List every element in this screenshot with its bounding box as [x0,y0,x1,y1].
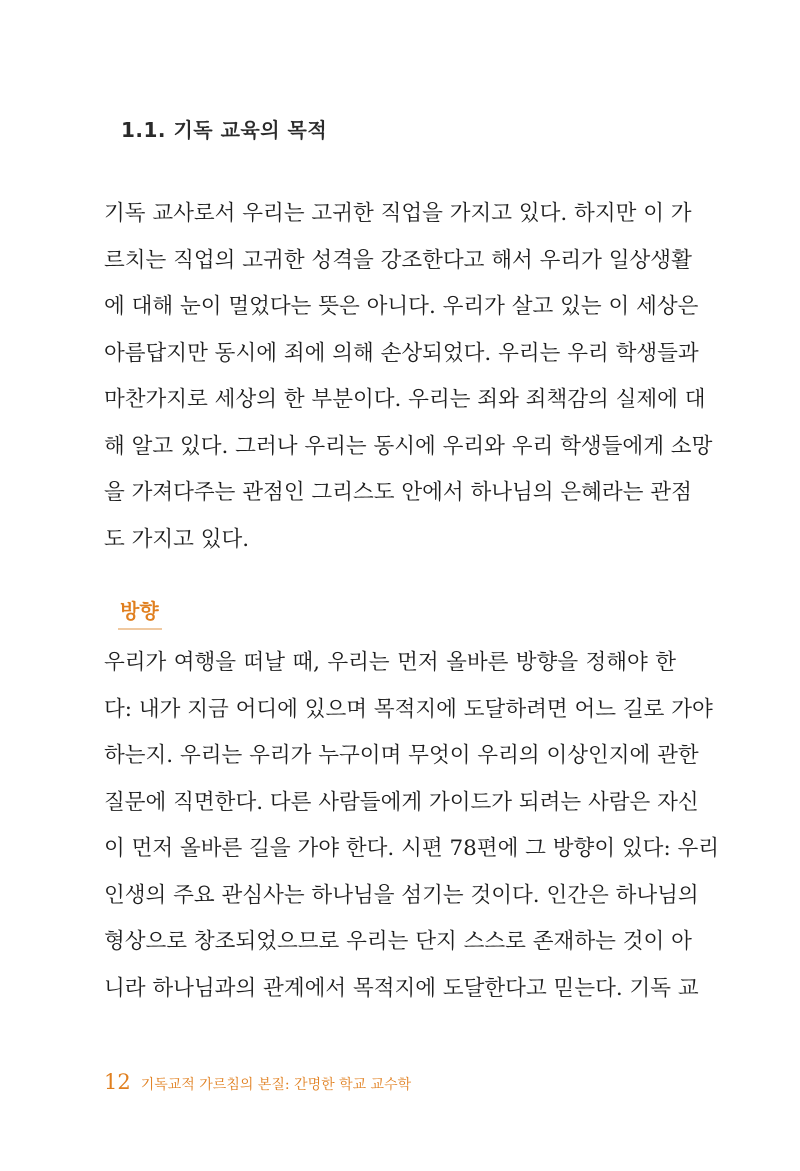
subheading-direction: 방향 [120,595,159,624]
paragraph-line: 기독 교사로서 우리는 고귀한 직업을 가지고 있다. 하지만 이 가 [104,201,692,226]
paragraph-line: 니라 하나님과의 관계에서 목적지에 도달한다고 믿는다. 기독 교 [104,975,699,1001]
paragraph-purpose [104,191,713,563]
page-number: 12 [104,1070,131,1094]
paragraph-line: 하는지. 우리는 우리가 누구이며 무엇이 우리의 이상인지에 관한 [104,743,699,768]
paragraph-line: 도 가지고 있다. [104,526,250,552]
running-title: 기독교적 가르침의 본질: 간명한 학교 교수학 [140,1077,412,1093]
paragraph-line: 해 알고 있다. 그러나 우리는 동시에 우리와 우리 학생들에게 소망 [104,433,713,459]
paragraph-line: 을 가져다주는 관점인 그리스도 안에서 하나님의 은혜라는 관점 [104,480,692,505]
paragraph-line: 르치는 직업의 고귀한 성격을 강조한다고 해서 우리가 일상생활 [104,247,692,273]
paragraph-line: 질문에 직면한다. 다른 사람들에게 가이드가 되려는 사람은 자신 [104,789,699,815]
section-heading: 1.1. 기독 교육의 목적 [121,118,328,142]
paragraph-line: 에 대해 눈이 멀었다는 뜻은 아니다. 우리가 살고 있는 이 세상은 [104,294,699,319]
paragraph-line: 다: 내가 지금 어디에 있으며 목적지에 도달하려면 어느 길로 가야 [104,696,713,722]
paragraph-line: 이 먼저 올바른 길을 가야 한다. 시편 78편에 그 방향이 있다: 우리 [104,836,720,861]
paragraph-line: 형상으로 창조되었으므로 우리는 단지 스스로 존재하는 것이 아 [104,929,692,954]
paragraph-line: 아름답지만 동시에 죄에 의해 손상되었다. 우리는 우리 학생들과 [104,340,699,366]
page-footer [104,1070,411,1094]
paragraph-direction [104,640,720,1012]
paragraph-line: 인생의 주요 관심사는 하나님을 섬기는 것이다. 인간은 하나님의 [104,882,699,908]
paragraph-line: 마찬가지로 세상의 한 부분이다. 우리는 죄와 죄책감의 실제에 대 [104,387,706,412]
paragraph-line: 우리가 여행을 떠날 때, 우리는 먼저 올바른 방향을 정해야 한 [104,650,676,675]
